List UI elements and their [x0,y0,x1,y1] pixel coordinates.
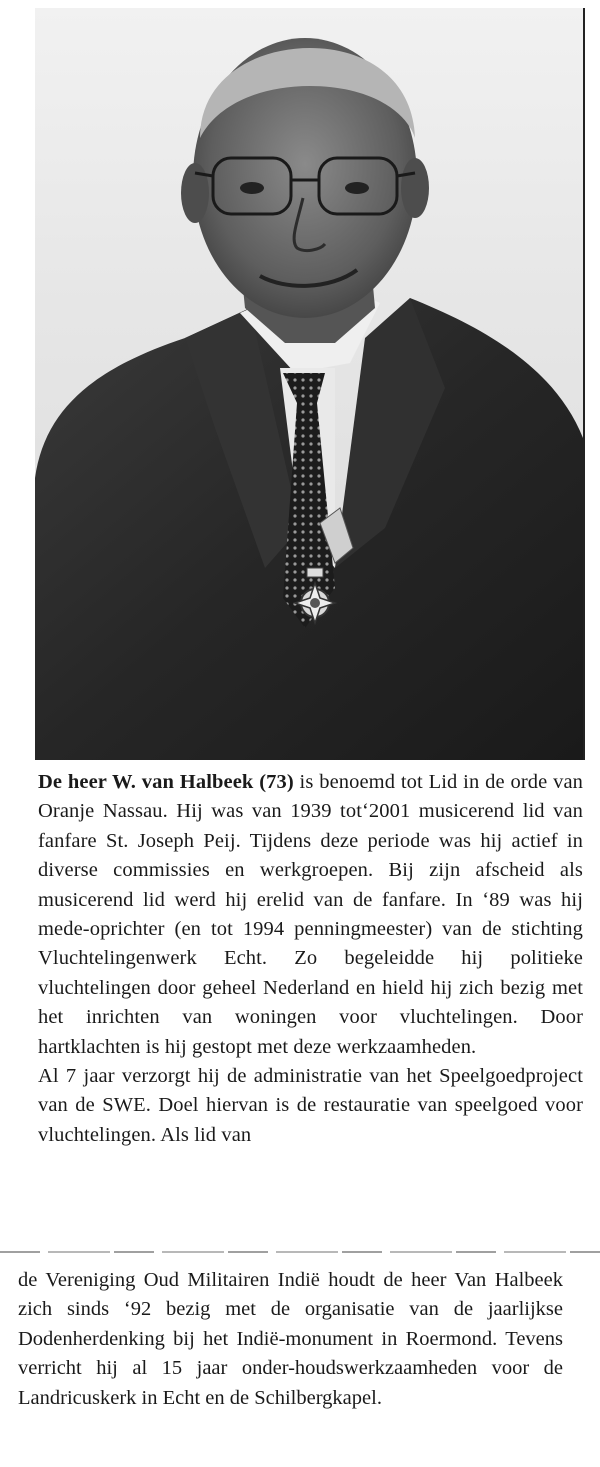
caption-paragraph-3: de Vereniging Oud Militairen Indië houdt de heer Van Halbeek zich sinds ‘92 bezig met de organisatie van de jaarlijkse Dodenherdenking bij het Indië-monument in Roermond. Tevens verricht hij al 15 jaar onder-houdswerkzaamheden voor de Landricuskerk in Echt en de Schilbergkapel. [18,1269,563,1409]
caption-paragraph-1 [38,768,583,1062]
right-ear [401,158,429,218]
portrait-photo [35,8,585,760]
portrait-illustration [35,8,583,760]
clipping-cut-edge [0,1251,600,1253]
article-caption [38,768,583,1150]
left-ear [181,163,209,223]
honoree-name: De heer W. van Halbeek (73) [38,771,294,793]
caption-paragraph-1-text: is benoemd tot Lid in de orde van Oranje Nassau. Hij was van 1939 tot‘2001 musicerend lid van fanfare St. Joseph Peij. Tijdens deze periode was hij actief in diverse commissies en werkgroepen. Bij zijn afscheid als musicerend lid werd hij erelid van de fanfare. In ‘89 was hij mede-oprichter (en tot 1994 penningmeester) van de stichting Vluchtelingenwerk Echt. Zo begeleidde hij politieke vluchtelingen door geheel Nederland en hield hij zich bezig met het inrichten van woningen voor vluchtelingen. Door hartklachten is hij gestopt met deze werkzaamheden. [38,771,583,1058]
caption-paragraph-2: Al 7 jaar verzorgt hij de administratie van het Speelgoedproject van de SWE. Doel hiervan is de restauratie van speelgoed voor vluchtelingen. Als lid van [38,1065,583,1146]
medal-crown-icon [307,568,323,577]
